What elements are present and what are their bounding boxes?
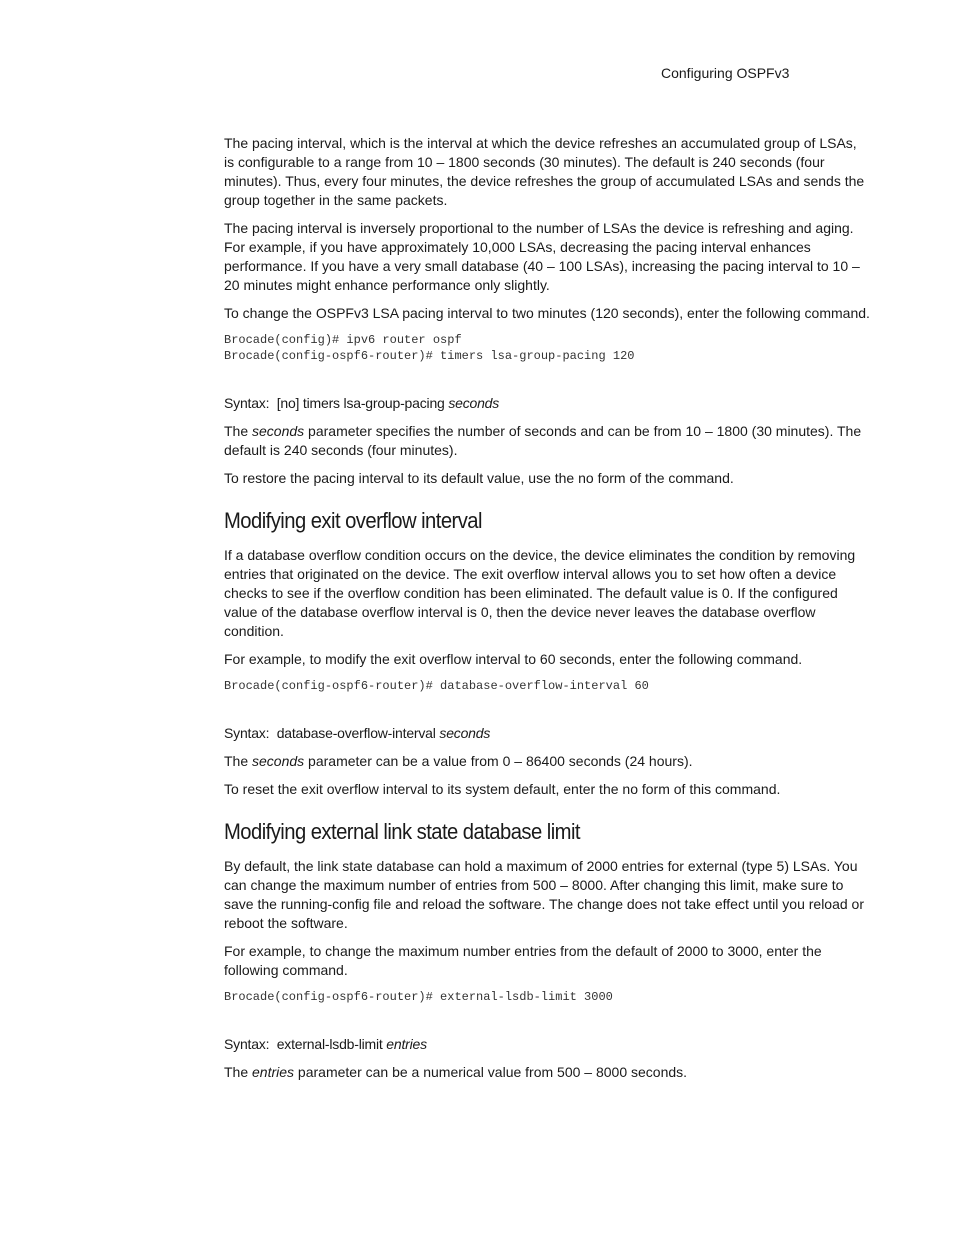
- paragraph: To change the OSPFv3 LSA pacing interval to two minutes (120 seconds), enter the following command.: [224, 305, 870, 321]
- paragraph: If a database overflow condition occurs on the device, the device eliminates the condition by removing entries that originated on the device. The exit overflow interval allows you to set how often a device checks to see if the overflow condition has been eliminated. The default value is 0. If the configured value of the database overflow interval is 0, then the device never leaves the database overflow condition.: [224, 547, 856, 639]
- text-fragment: parameter specifies the number of seconds and can be from 10 – 1800 (30 minutes). The default is 240 seconds (four minutes).: [224, 423, 862, 458]
- paragraph: [224, 780, 870, 799]
- keyword: no: [578, 470, 594, 486]
- text-fragment: parameter can be a numerical value from 500 – 8000 seconds.: [294, 1064, 688, 1080]
- paragraph: For example, to change the maximum number entries from the default of 2000 to 3000, enter the following command.: [224, 943, 822, 978]
- text-fragment: form of the command.: [593, 470, 734, 486]
- parameter-name: seconds: [252, 423, 305, 439]
- text-fragment: To reset the exit overflow interval to its system default, enter the: [224, 781, 623, 797]
- paragraph: [224, 1063, 870, 1082]
- text-fragment: The: [224, 753, 253, 769]
- paragraph: The pacing interval is inversely proportional to the number of LSAs the device is refreshing and aging. For example, if you have approximately 10,000 LSAs, decreasing the pacing interval enhances performance. If you have a very small database (40 – 100 LSAs), increasing the pacing interval to 10 – 20 minutes might enhance performance only slightly.: [224, 220, 860, 293]
- text-fragment: form of this command.: [637, 781, 781, 797]
- section-heading: Modifying external link state database limit: [224, 819, 580, 844]
- code-example: Brocade(config)# ipv6 router ospf Brocade(config-ospf6-router)# timers lsa-group-pacing 120: [224, 333, 635, 363]
- keyword: no: [622, 781, 638, 797]
- paragraph: [224, 469, 870, 488]
- text-fragment: The: [224, 1064, 253, 1080]
- syntax-parameter: entries: [386, 1036, 427, 1052]
- text-fragment: To restore the pacing interval to its default value, use the: [224, 470, 579, 486]
- paragraph: [224, 752, 870, 771]
- syntax-line: [224, 724, 870, 743]
- code-example: Brocade(config-ospf6-router)# external-lsdb-limit 3000: [224, 990, 613, 1004]
- syntax-command: external-lsdb-limit: [276, 1036, 383, 1052]
- syntax-label: Syntax:: [224, 725, 270, 741]
- parameter-name: entries: [252, 1064, 295, 1080]
- paragraph: For example, to modify the exit overflow interval to 60 seconds, enter the following command.: [224, 651, 803, 667]
- syntax-line: [224, 394, 870, 413]
- syntax-label: Syntax:: [224, 1036, 270, 1052]
- paragraph: [224, 422, 870, 460]
- paragraph: By default, the link state database can hold a maximum of 2000 entries for external (type 5) LSAs. You can change the maximum number of entries from 500 – 8000. After changing this limit, make sure to save the running-config file and reload the software. The change does not take effect until you reload or reboot the software.: [224, 858, 865, 931]
- syntax-line: [224, 1035, 870, 1054]
- section-heading: Modifying exit overflow interval: [224, 508, 482, 533]
- syntax-parameter: seconds: [448, 395, 500, 411]
- paragraph: The pacing interval, which is the interval at which the device refreshes an accumulated group of LSAs, is configurable to a range from 10 – 1800 seconds (30 minutes). The default is 240 seconds (four minutes). Thus, every four minutes, the device refreshes the group of accumulated LSAs and sends the group together in the same packets.: [224, 135, 865, 208]
- syntax-parameter: seconds: [439, 725, 491, 741]
- syntax-command: database-overflow-interval: [276, 725, 436, 741]
- text-fragment: The: [224, 423, 253, 439]
- parameter-name: seconds: [252, 753, 305, 769]
- syntax-label: Syntax:: [224, 395, 270, 411]
- running-header: Configuring OSPFv3: [661, 65, 790, 81]
- syntax-command: [no] timers lsa-group-pacing: [276, 395, 445, 411]
- page-content: [224, 134, 870, 1091]
- code-example: Brocade(config-ospf6-router)# database-overflow-interval 60: [224, 679, 649, 693]
- text-fragment: parameter can be a value from 0 – 86400 seconds (24 hours).: [304, 753, 693, 769]
